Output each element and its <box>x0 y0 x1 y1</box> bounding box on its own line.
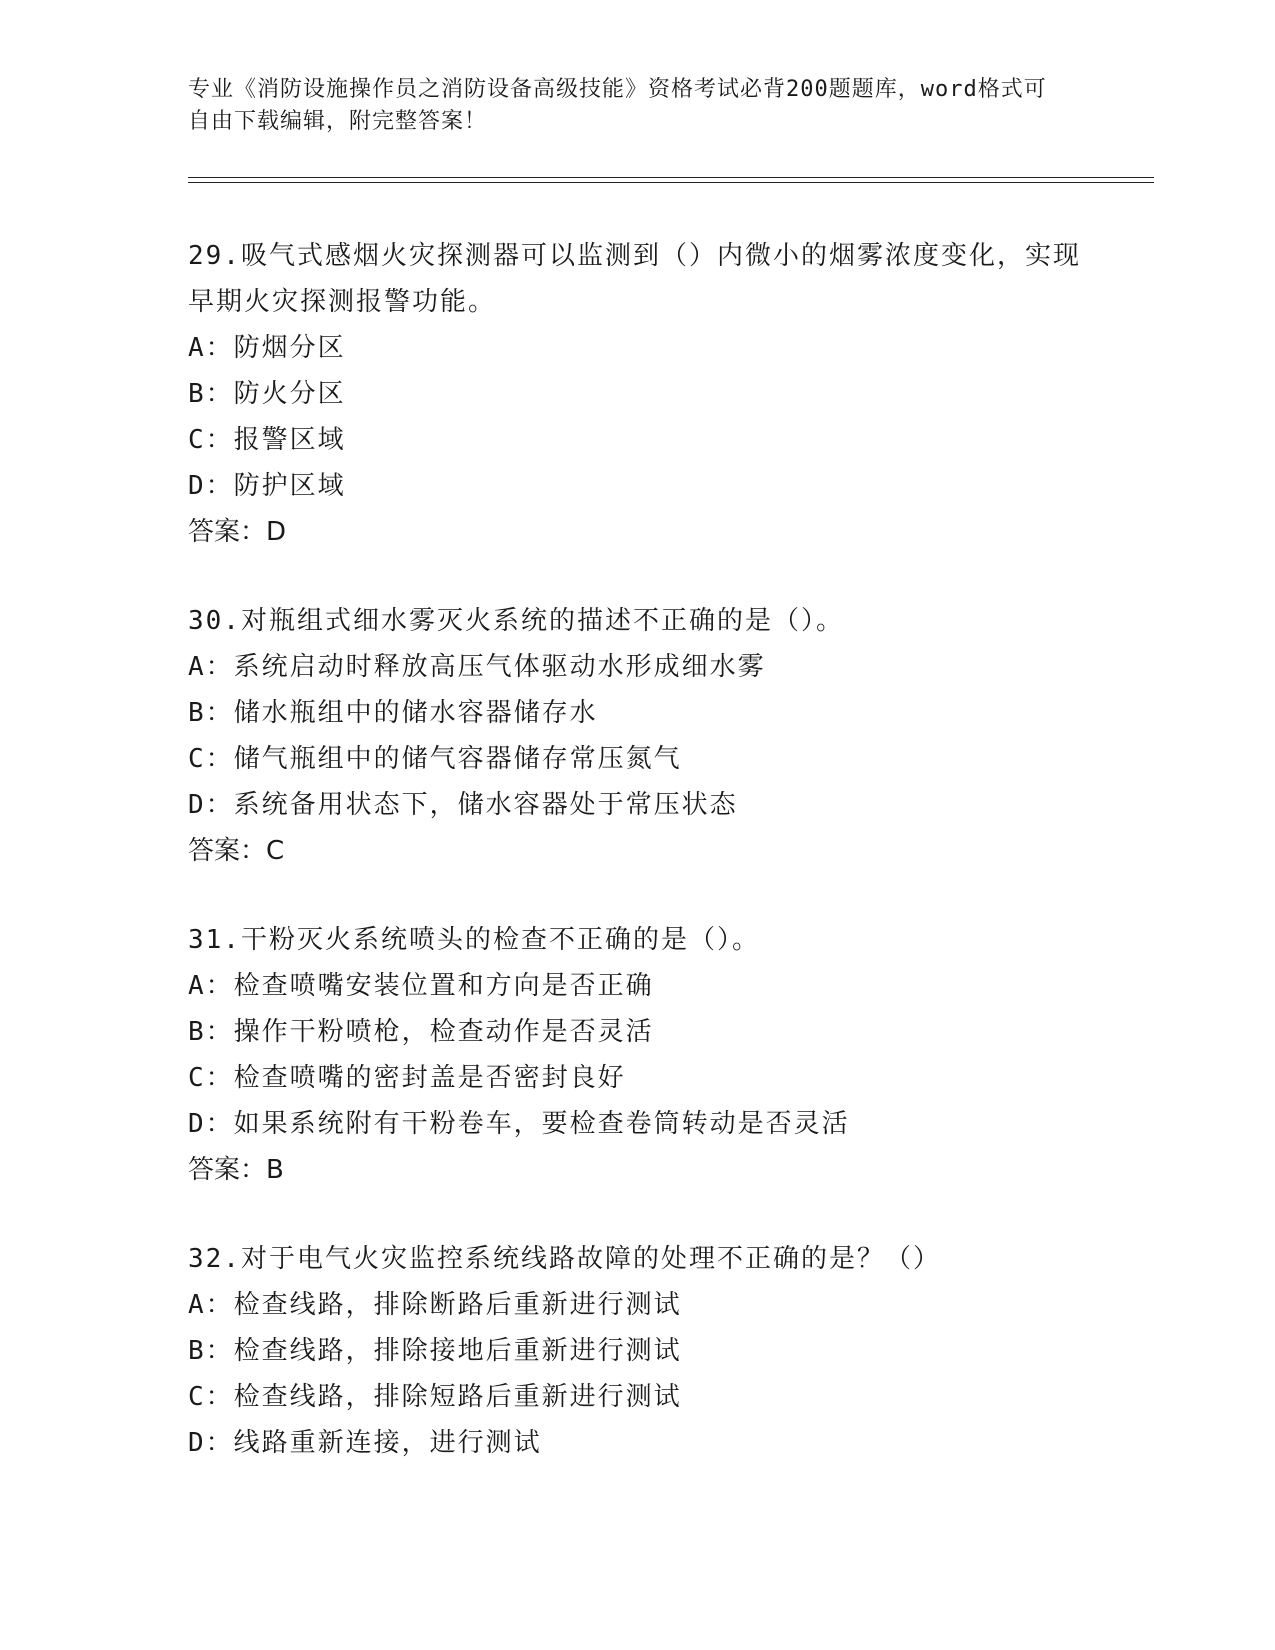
option-d: D：如果系统附有干粉卷车，要检查卷筒转动是否灵活 <box>188 1109 850 1139</box>
question-stem: 31.干粉灭火系统喷头的检查不正确的是（）。 <box>188 925 760 955</box>
option-c: C：检查线路，排除短路后重新进行测试 <box>188 1382 682 1412</box>
option-c: C：报警区域 <box>188 425 346 455</box>
option-a: A：检查喷嘴安装位置和方向是否正确 <box>188 971 654 1001</box>
question-stem: 29.吸气式感烟火灾探测器可以监测到（）内微小的烟雾浓度变化，实现早期火灾探测报警功能。 <box>188 241 1081 317</box>
answer: 答案：C <box>188 836 285 866</box>
option-a: A：系统启动时释放高压气体驱动水形成细水雾 <box>188 652 766 682</box>
option-c: C：检查喷嘴的密封盖是否密封良好 <box>188 1063 626 1093</box>
option-d: D：系统备用状态下，储水容器处于常压状态 <box>188 790 738 820</box>
option-d: D：线路重新连接，进行测试 <box>188 1428 542 1458</box>
question-30 <box>188 598 1088 874</box>
answer: 答案：B <box>188 1155 284 1185</box>
question-stem: 32.对于电气火灾监控系统线路故障的处理不正确的是？（） <box>188 1244 941 1274</box>
answer: 答案：D <box>188 517 287 547</box>
option-a: A：检查线路，排除断路后重新进行测试 <box>188 1290 682 1320</box>
option-a: A：防烟分区 <box>188 333 346 363</box>
option-c: C：储气瓶组中的储气容器储存常压氮气 <box>188 744 682 774</box>
question-stem: 30.对瓶组式细水雾灭火系统的描述不正确的是（）。 <box>188 606 844 636</box>
option-d: D：防护区域 <box>188 471 346 501</box>
header-rule-top <box>188 177 1154 178</box>
option-b: B：储水瓶组中的储水容器储存水 <box>188 698 598 728</box>
option-b: B：检查线路，排除接地后重新进行测试 <box>188 1336 682 1366</box>
option-b: B：防火分区 <box>188 379 346 409</box>
document-header: 专业《消防设施操作员之消防设备高级技能》资格考试必背200题题库，word格式可自由下载编辑，附完整答案！ <box>188 77 1047 134</box>
question-31 <box>188 917 1088 1193</box>
header-rule-bottom <box>188 182 1154 183</box>
question-32 <box>188 1236 1088 1466</box>
option-b: B：操作干粉喷枪，检查动作是否灵活 <box>188 1017 654 1047</box>
question-29 <box>188 233 1088 555</box>
